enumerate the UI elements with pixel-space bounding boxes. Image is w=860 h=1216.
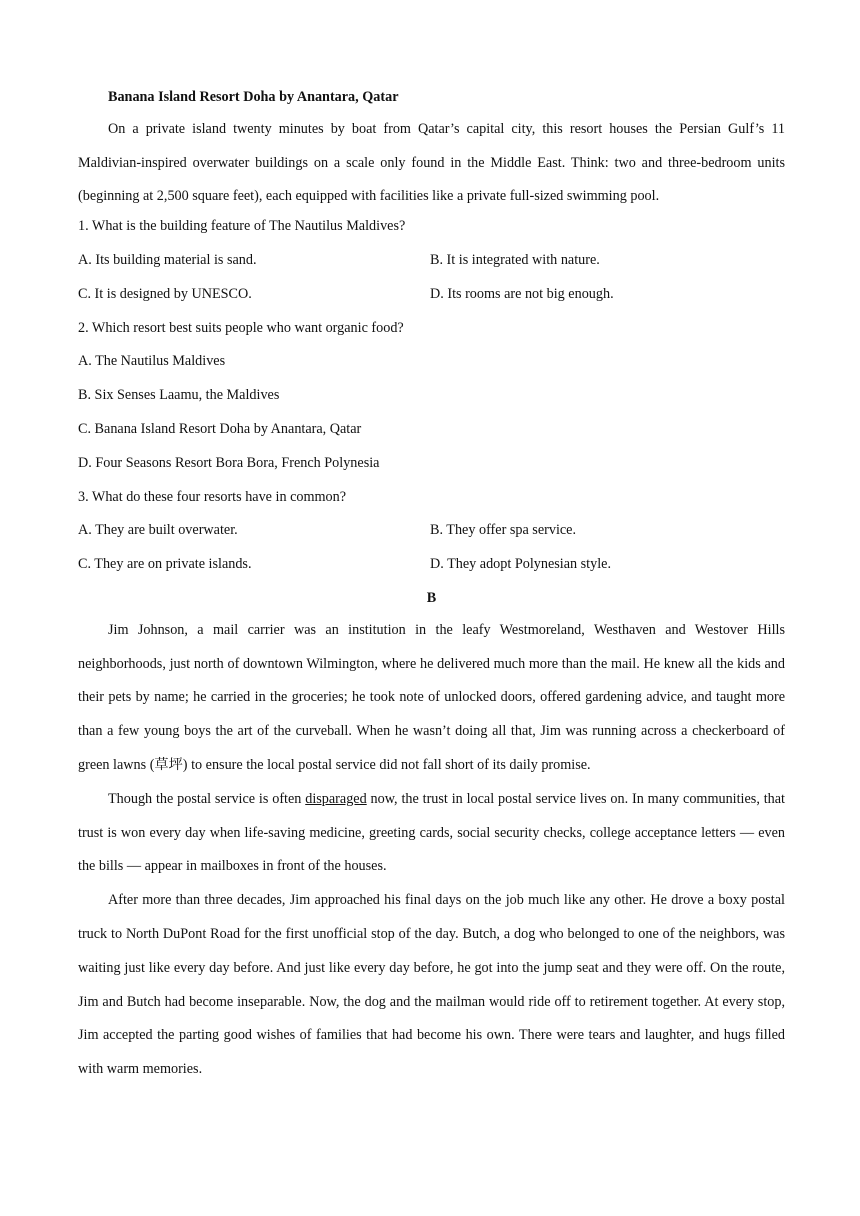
paragraph: On a private island twenty minutes by boat from Qatar’s capital city, this resort houses the Persian Gulf’s 11 Maldivian-inspired overwater buildings on a scale only found in the Middle East. Think: two and three-bedroom units (beginning at 2,500 square feet), each equipped with facilities like a private full-sized swimming pool.: [78, 120, 785, 205]
option-c: C. It is designed by UNESCO.: [78, 285, 252, 302]
paragraph: [78, 783, 785, 884]
section-heading: Banana Island Resort Doha by Anantara, Qatar: [108, 89, 399, 105]
option-a: A. They are built overwater.: [78, 522, 238, 539]
option-b: B. It is integrated with nature.: [430, 251, 600, 268]
option-a: A. Its building material is sand.: [78, 251, 257, 268]
paragraph: Jim Johnson, a mail carrier was an institution in the leafy Westmoreland, Westhaven and Westover Hills neighborhoods, just north of downtown Wilmington, where he delivered much more than the mail. He knew all the kids and their pets by name; he carried in the groceries; he took note of unlocked doors, offered gardening advice, and taught more than a few young boys the art of the curveball. When he wasn’t doing all that, Jim was running across a checkerboard of green lawns (草坪) to ensure the local postal service did not fall short of its daily promise.: [78, 621, 785, 773]
option-row: [78, 552, 785, 586]
option-row: [78, 282, 785, 316]
paragraph-text: now, the trust in local postal service lives on. In many communities, that trust is won every day when life-saving medicine, greeting cards, social security checks, college acceptance letters — even the bills — appear in mailboxes in front of the houses.: [78, 790, 785, 875]
option-a: A. The Nautilus Maldives: [78, 353, 226, 370]
option-b: B. Six Senses Laamu, the Maldives: [78, 387, 280, 404]
question-stem: 1. What is the building feature of The Nautilus Maldives?: [78, 218, 406, 235]
option-d: D. They adopt Polynesian style.: [430, 556, 612, 573]
document-page: [78, 85, 785, 1087]
option-row: [78, 248, 785, 282]
question-stem: 2. Which resort best suits people who want organic food?: [78, 319, 404, 336]
paragraph-text: Though the postal service is often: [108, 790, 306, 807]
question-stem: 3. What do these four resorts have in common?: [78, 488, 347, 505]
option-c: C. They are on private islands.: [78, 556, 252, 573]
option-row: [78, 518, 785, 552]
option-c: C. Banana Island Resort Doha by Anantara, Qatar: [78, 420, 362, 437]
paragraph: After more than three decades, Jim approached his final days on the job much like any other. He drove a boxy postal truck to North DuPont Road for the first unofficial stop of the day. Butch, a dog who belonged to one of the neighbors, was waiting just like every day before. And just like every day before, he got into the jump seat and they were off. On the route, Jim and Butch had become inseparable. Now, the dog and the mailman would ride off to retirement together. At every stop, Jim accepted the parting good wishes of families that had become his own. There were tears and laughter, and hugs filled with warm memories.: [78, 892, 785, 1078]
option-d: D. Four Seasons Resort Bora Bora, French Polynesia: [78, 454, 380, 471]
underlined-word: disparaged: [305, 790, 367, 807]
passage-title: B: [426, 589, 437, 606]
option-b: B. They offer spa service.: [430, 522, 577, 539]
option-d: D. Its rooms are not big enough.: [430, 285, 614, 302]
